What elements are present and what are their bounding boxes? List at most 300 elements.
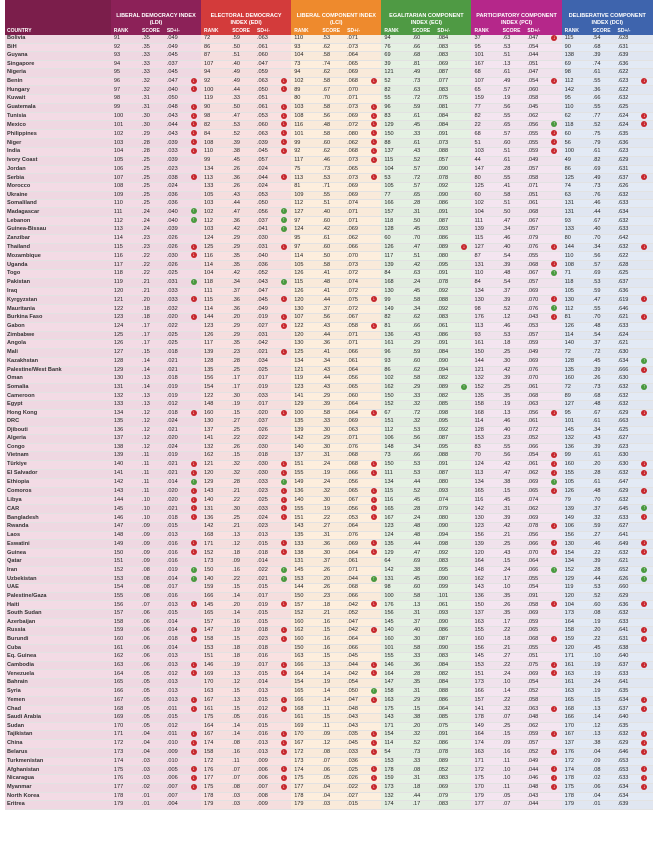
lci-sd: .069 (344, 226, 369, 235)
eci-sd: .090 (434, 523, 459, 532)
dci-change (639, 460, 653, 469)
pci-sd: .062 (524, 112, 549, 121)
pci-change (549, 314, 561, 323)
table-row (5, 401, 653, 409)
decline-arrow-icon: ↓ (643, 775, 646, 782)
ldi-change (189, 487, 201, 496)
pci-sd: .061 (524, 418, 549, 426)
lci-change (369, 174, 381, 183)
edi-score: .45 (229, 157, 254, 166)
pci-score: .09 (500, 740, 525, 749)
eci-sd: .092 (434, 549, 459, 558)
edi-sd: .030 (254, 443, 279, 451)
edi-rank: 172 (201, 757, 229, 765)
eci-score: .73 (409, 749, 434, 758)
country-name: Burkina Faso (5, 314, 111, 323)
lci-rank: 135 (291, 532, 319, 540)
lci-sd: .054 (344, 679, 369, 687)
pci-rank: 159 (471, 95, 499, 103)
pci-rank: 70 (471, 452, 499, 461)
edi-sd: .019 (254, 314, 279, 323)
pci-change (549, 52, 561, 60)
dci-rank: 160 (562, 460, 590, 469)
dci-rank: 120 (562, 644, 590, 652)
eci-rank: 135 (381, 540, 409, 549)
table-row (5, 235, 653, 243)
eci-sd: .086 (434, 331, 459, 339)
country-name: Eq. Guinea (5, 653, 111, 661)
dci-score: .60 (590, 601, 615, 610)
ldi-sd: .016 (164, 540, 189, 549)
edi-change (279, 409, 291, 418)
pci-sd: .061 (524, 460, 549, 469)
decline-arrow-icon: ↓ (372, 670, 376, 677)
advance-arrow-icon: ↑ (372, 575, 376, 582)
edi-change (279, 722, 291, 730)
lci-score: .43 (319, 323, 344, 332)
pci-change (549, 165, 561, 173)
dci-score: .73 (590, 383, 615, 392)
ldi-score: .35 (139, 43, 164, 51)
ldi-rank: 152 (111, 566, 139, 575)
ldi-sd: .014 (164, 575, 189, 584)
dci-change (639, 270, 653, 279)
dci-rank: 93 (562, 217, 590, 226)
eci-change (459, 740, 471, 749)
country-name: Kuwait (5, 95, 111, 103)
dci-rank: 95 (562, 409, 590, 418)
ldi-score: .25 (139, 191, 164, 199)
edi-sd: .045 (254, 296, 279, 305)
eci-sd: .057 (434, 157, 459, 166)
ldi-sd: .019 (164, 452, 189, 461)
pci-rank: 170 (471, 784, 499, 793)
lci-rank: 141 (291, 392, 319, 400)
ldi-sd: .018 (164, 375, 189, 383)
ldi-change (189, 392, 201, 400)
eci-score: .43 (409, 331, 434, 339)
edi-sd: .023 (254, 487, 279, 496)
eci-rank: 82 (381, 314, 409, 323)
ldi-score: .12 (139, 418, 164, 426)
ldi-score: .17 (139, 331, 164, 339)
table-row (5, 157, 653, 166)
ldi-rank: 126 (111, 340, 139, 348)
lci-sd: .068 (344, 148, 369, 157)
dci-rank: 105 (562, 287, 590, 295)
country-name: Togo (5, 270, 111, 279)
ldi-rank: 98 (111, 95, 139, 103)
eci-sd: .077 (434, 77, 459, 86)
dci-sd: .646 (615, 305, 640, 314)
eci-score: .29 (409, 340, 434, 348)
dci-score: .68 (590, 43, 615, 51)
eci-score: .36 (409, 661, 434, 670)
pci-change (549, 696, 561, 705)
dci-rank: 98 (562, 69, 590, 77)
decline-arrow-icon: ↓ (282, 766, 286, 773)
pci-sd: .054 (524, 77, 549, 86)
decline-arrow-icon: ↓ (372, 514, 376, 521)
dci-score: .08 (590, 766, 615, 775)
dci-score: .70 (590, 314, 615, 323)
edi-change (279, 584, 291, 592)
edi-rank: 129 (201, 478, 229, 487)
eci-sd: .088 (434, 296, 459, 305)
lci-sd: .044 (344, 661, 369, 670)
pci-rank: 163 (471, 749, 499, 758)
table-row (5, 86, 653, 95)
ldi-change (189, 112, 201, 121)
pci-sd: .048 (524, 714, 549, 722)
dci-sd: .636 (615, 287, 640, 295)
edi-change (279, 592, 291, 600)
decline-arrow-icon: ↓ (552, 77, 556, 84)
dci-sd: .647 (615, 478, 640, 487)
table-row (5, 69, 653, 77)
dci-change (639, 383, 653, 392)
dci-change (639, 95, 653, 103)
edi-sd: .053 (254, 191, 279, 199)
dci-change (639, 103, 653, 112)
eci-score: .73 (409, 77, 434, 86)
eci-change (459, 383, 471, 392)
lci-score: .60 (319, 243, 344, 252)
edi-change (279, 366, 291, 375)
pci-sd: .047 (524, 35, 549, 43)
dci-change (639, 610, 653, 618)
dci-sd: .641 (615, 626, 640, 635)
eci-rank: 77 (381, 191, 409, 199)
eci-change (459, 348, 471, 357)
lci-change (369, 409, 381, 418)
pci-change (549, 348, 561, 357)
ldi-change (189, 670, 201, 679)
pci-score: .24 (500, 566, 525, 575)
ldi-sd: .033 (164, 148, 189, 157)
lci-sd: .061 (344, 357, 369, 366)
eci-score: .45 (409, 121, 434, 130)
ldi-rank: 106 (111, 165, 139, 173)
ldi-sd: .031 (164, 279, 189, 288)
edi-change (279, 775, 291, 784)
country-name: Ethiopia (5, 478, 111, 487)
pci-sd: .051 (524, 60, 549, 68)
eci-change (459, 766, 471, 775)
eci-change (459, 496, 471, 505)
ldi-change (189, 217, 201, 226)
pci-change (549, 644, 561, 652)
lci-rank: 75 (291, 165, 319, 173)
dci-sd: .627 (615, 523, 640, 532)
country-name: Nicaragua (5, 775, 111, 784)
decline-arrow-icon: ↓ (552, 409, 556, 416)
eci-rank: 81 (381, 323, 409, 332)
lci-sd: .025 (344, 766, 369, 775)
dci-change (639, 549, 653, 558)
ldi-rank: 121 (111, 296, 139, 305)
dci-change (639, 644, 653, 652)
country-name: El Salvador (5, 469, 111, 478)
dci-change (639, 148, 653, 157)
decline-arrow-icon: ↓ (372, 731, 376, 738)
edi-sd: .061 (254, 43, 279, 51)
dci-score: .57 (590, 261, 615, 270)
pci-score: .15 (500, 731, 525, 740)
pci-rank: 163 (471, 618, 499, 626)
pci-change (549, 252, 561, 261)
edi-sd: .015 (254, 670, 279, 679)
subheader-dci-sd: SD+/- (615, 28, 640, 35)
pci-sd: .068 (524, 635, 549, 644)
decline-arrow-icon: ↓ (192, 505, 195, 512)
edi-sd: .023 (254, 523, 279, 532)
dci-change (639, 296, 653, 305)
ldi-rank: 118 (111, 270, 139, 279)
dci-score: .82 (590, 157, 615, 166)
edi-score: .15 (229, 635, 254, 644)
lci-rank: 140 (291, 443, 319, 451)
subheader-lci-change (369, 28, 381, 35)
decline-arrow-icon: ↓ (643, 514, 646, 521)
dci-change (639, 243, 653, 252)
edi-rank: 156 (201, 375, 229, 383)
decline-arrow-icon: ↓ (372, 626, 376, 633)
pci-sd: .065 (524, 487, 549, 496)
country-name: Uzbekistan (5, 575, 111, 584)
eci-rank: 96 (381, 103, 409, 112)
ldi-rank: 102 (111, 130, 139, 139)
eci-rank: 52 (381, 77, 409, 86)
lci-sd: .068 (344, 460, 369, 469)
pci-change (549, 43, 561, 51)
eci-score: .53 (409, 426, 434, 434)
ldi-rank: 108 (111, 183, 139, 191)
pci-change (549, 435, 561, 443)
pci-rank: 111 (471, 217, 499, 226)
dci-change (639, 687, 653, 696)
eci-score: .45 (409, 226, 434, 235)
pci-change (549, 95, 561, 103)
dci-sd: .630 (615, 348, 640, 357)
edi-rank: 150 (201, 566, 229, 575)
ldi-score: .18 (139, 314, 164, 323)
lci-rank: 120 (291, 296, 319, 305)
dci-score: .09 (590, 757, 615, 765)
ldi-score: .24 (139, 226, 164, 235)
decline-arrow-icon: ↓ (282, 635, 286, 642)
lci-score: .43 (319, 366, 344, 375)
edi-sd: .021 (254, 575, 279, 584)
pci-score: .39 (500, 296, 525, 305)
ldi-score: .24 (139, 217, 164, 226)
decline-arrow-icon: ↓ (372, 174, 376, 181)
ldi-change (189, 532, 201, 540)
pci-score: .19 (500, 95, 525, 103)
ldi-score: .13 (139, 392, 164, 400)
edi-rank: 175 (201, 714, 229, 722)
country-name: Bolivia (5, 35, 111, 43)
lci-change (369, 443, 381, 451)
ldi-sd: .045 (164, 52, 189, 60)
pci-rank: 113 (471, 323, 499, 332)
ldi-score: .09 (139, 549, 164, 558)
edi-change (279, 644, 291, 652)
ldi-rank: 145 (111, 505, 139, 514)
edi-score: .28 (229, 357, 254, 366)
dci-change (639, 200, 653, 208)
edi-change (279, 95, 291, 103)
edi-sd: .030 (254, 469, 279, 478)
pci-change (549, 532, 561, 540)
edi-change (279, 252, 291, 261)
dci-sd: .636 (615, 139, 640, 148)
edi-sd: .015 (254, 610, 279, 618)
ldi-sd: .010 (164, 740, 189, 749)
lci-sd: .064 (344, 366, 369, 375)
lci-change (369, 452, 381, 461)
decline-arrow-icon: ↓ (282, 348, 286, 355)
pci-score: .19 (500, 401, 525, 409)
lci-rank: 168 (291, 705, 319, 714)
edi-sd: .030 (254, 460, 279, 469)
ldi-sd: .016 (164, 592, 189, 600)
eci-score: .59 (409, 348, 434, 357)
country-name: Gabon (5, 323, 111, 332)
pci-sd: .059 (524, 340, 549, 348)
lci-change (369, 626, 381, 635)
pci-score: .35 (500, 392, 525, 400)
lci-change (369, 801, 381, 809)
lci-rank: 130 (291, 305, 319, 314)
lci-rank: 166 (291, 661, 319, 670)
dci-rank: 170 (562, 722, 590, 730)
decline-arrow-icon: ↓ (282, 460, 286, 467)
pci-score: .56 (500, 103, 525, 112)
dci-sd: .622 (615, 69, 640, 77)
ldi-sd: .032 (164, 305, 189, 314)
pci-sd: .074 (524, 496, 549, 505)
decline-arrow-icon: ↓ (372, 469, 376, 476)
edi-rank: 145 (201, 601, 229, 610)
lci-change (369, 348, 381, 357)
table-row (5, 478, 653, 487)
ldi-rank: 148 (111, 532, 139, 540)
ldi-sd: .025 (164, 270, 189, 279)
pci-rank: 147 (471, 165, 499, 173)
lci-sd: .073 (344, 43, 369, 51)
eci-sd: .084 (434, 661, 459, 670)
decline-arrow-icon: ↓ (192, 409, 195, 416)
eci-change (459, 401, 471, 409)
eci-sd: .089 (434, 383, 459, 392)
ldi-rank: 163 (111, 661, 139, 670)
edi-rank: 141 (201, 435, 229, 443)
eci-change (459, 148, 471, 157)
dci-rank: 79 (562, 496, 590, 505)
lci-score: .31 (319, 452, 344, 461)
pci-score: .10 (500, 679, 525, 687)
eci-rank: 155 (381, 653, 409, 661)
dci-change (639, 375, 653, 383)
eci-sd: .083 (434, 775, 459, 784)
ldi-rank: 159 (111, 626, 139, 635)
lci-rank: 126 (291, 287, 319, 295)
dci-rank: 104 (562, 601, 590, 610)
eci-score: .33 (409, 757, 434, 765)
table-row (5, 558, 653, 566)
pci-change (549, 523, 561, 532)
ldi-sd: .025 (164, 331, 189, 339)
pci-sd: .078 (524, 523, 549, 532)
dci-rank: 60 (562, 130, 590, 139)
pci-change (549, 69, 561, 77)
edi-score: .07 (229, 766, 254, 775)
lci-score: .32 (319, 487, 344, 496)
edi-rank: 178 (201, 792, 229, 800)
ldi-change (189, 644, 201, 652)
ldi-sd: .006 (164, 775, 189, 784)
pci-change (549, 331, 561, 339)
lci-sd: .042 (344, 626, 369, 635)
table-row (5, 487, 653, 496)
pci-rank: 178 (471, 714, 499, 722)
ldi-change (189, 130, 201, 139)
eci-change (459, 670, 471, 679)
eci-score: .53 (409, 469, 434, 478)
pci-score: .27 (500, 653, 525, 661)
table-row (5, 375, 653, 383)
pci-rank: 93 (471, 331, 499, 339)
decline-arrow-icon: ↓ (552, 487, 556, 494)
pci-sd: .054 (524, 452, 549, 461)
pci-score: .46 (500, 235, 525, 243)
eci-sd: .091 (434, 340, 459, 348)
edi-change (279, 661, 291, 670)
lci-change (369, 323, 381, 332)
eci-rank: 147 (381, 679, 409, 687)
eci-change (459, 139, 471, 148)
edi-score: .19 (229, 661, 254, 670)
edi-rank: 122 (201, 392, 229, 400)
edi-change (279, 435, 291, 443)
lci-change (369, 469, 381, 478)
lci-rank: 117 (291, 157, 319, 166)
edi-change (279, 261, 291, 270)
lci-change (369, 43, 381, 51)
eci-change (459, 86, 471, 95)
ldi-sd: .047 (164, 77, 189, 86)
lci-sd: .073 (344, 261, 369, 270)
pci-score: .53 (500, 331, 525, 339)
ldi-score: .05 (139, 696, 164, 705)
ldi-score: .06 (139, 635, 164, 644)
lci-score: .42 (319, 226, 344, 235)
dci-change (639, 661, 653, 670)
eci-change (459, 722, 471, 730)
eci-change (459, 279, 471, 288)
dci-change (639, 540, 653, 549)
pci-rank: 141 (471, 705, 499, 714)
subheader-ldi-sd: SD+/- (164, 28, 189, 35)
ldi-change (189, 340, 201, 348)
ldi-score: .06 (139, 618, 164, 626)
lci-rank: 131 (291, 558, 319, 566)
ldi-rank: 144 (111, 496, 139, 505)
lci-rank: 110 (291, 35, 319, 43)
dci-sd: .623 (615, 443, 640, 451)
edi-rank: 134 (201, 165, 229, 173)
